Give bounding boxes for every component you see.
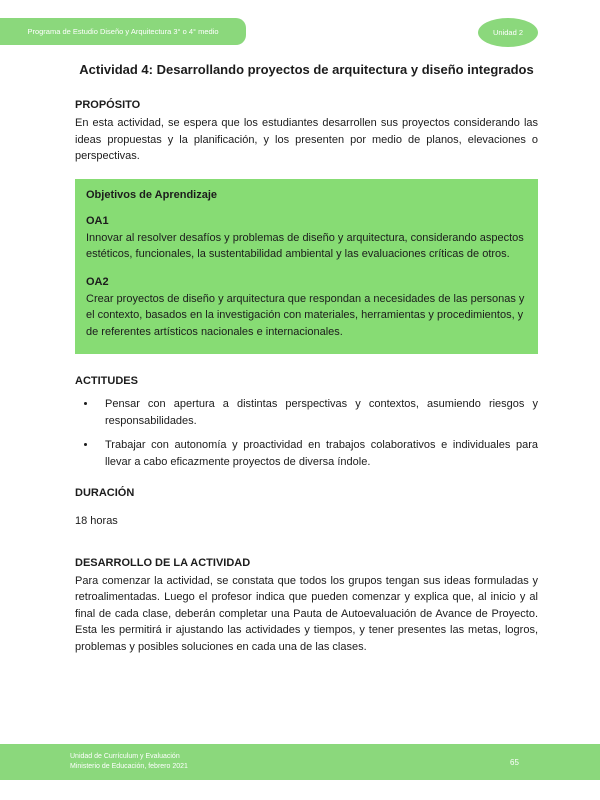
objectives-box [75, 179, 538, 355]
unit-badge-label: Unidad 2 [492, 28, 524, 37]
page-number: 65 [510, 757, 519, 767]
section-actitudes [75, 374, 538, 470]
page-title: Actividad 4: Desarrollando proyectos de arquitectura y diseño integrados [79, 62, 534, 77]
footer-org-line1: Unidad de Currículum y Evaluación [70, 753, 180, 760]
section-desarrollo [75, 556, 538, 656]
program-badge [0, 18, 246, 45]
actitudes-bullet: • Pensar con apertura a distintas perspectivas y contextos, asumiendo riesgos y responsabilidades. [97, 396, 538, 429]
footer-org-line2: Ministerio de Educación, febrero 2021 [70, 763, 188, 770]
objectives-heading: Objetivos de Aprendizaje [86, 188, 218, 201]
oa1-code: OA1 [86, 214, 109, 227]
proposito-heading: PROPÓSITO [75, 99, 141, 111]
actitudes-bullet-list [75, 396, 538, 470]
desarrollo-heading: DESARROLLO DE LA ACTIVIDAD [75, 556, 251, 569]
footer-organization [70, 752, 188, 772]
proposito-text: En esta actividad, se espera que los estudiantes desarrollen sus proyectos considerando las ideas propuestas y la planificación, y los presenten por medio de planos, elevaciones o perspectivas. [75, 117, 538, 162]
section-proposito [75, 98, 538, 165]
section-duracion [75, 486, 538, 530]
page-content [75, 62, 538, 655]
oa2-text: Crear proyectos de diseño y arquitectura que respondan a necesidades de las personas y el contexto, basados en la investigación con materiales, herramientas y procedimientos, y de referentes artísticos nacionales e internacionales. [86, 292, 525, 338]
unit-badge [478, 18, 538, 47]
oa1-text: Innovar al resolver desafíos y problemas de diseño y arquitectura, considerando aspectos estéticos, funcionales, la sustentabilidad ambiental y las evaluaciones críticas de otros. [86, 231, 524, 260]
program-badge-label: Programa de Estudio Diseño y Arquitectura 3° o 4° medio [27, 27, 219, 36]
duracion-text: 18 horas [75, 515, 118, 527]
actitudes-heading: ACTITUDES [75, 375, 138, 387]
actitudes-bullet: • Trabajar con autonomía y proactividad en trabajos colaborativos e individuales para llevar a cabo eficazmente proyectos de diversa índole. [97, 437, 538, 470]
oa2-code: OA2 [86, 275, 109, 288]
duracion-heading: DURACIÓN [75, 487, 135, 499]
desarrollo-text: Para comenzar la actividad, se constata que todos los grupos tengan sus ideas formuladas y retroalimentadas. Luego el profesor indica que pueden comenzar y explica que, al inicio y al final de cada clase, deberán completar una Pauta de Autoevaluación de Avance de Proyecto. Esta les permitirá ir ajustando las actividades y tiempos, y tener presentes las metas, logros, problemas y posibles soluciones en cada una de las clases. [75, 574, 538, 653]
footer-bar [0, 744, 600, 780]
